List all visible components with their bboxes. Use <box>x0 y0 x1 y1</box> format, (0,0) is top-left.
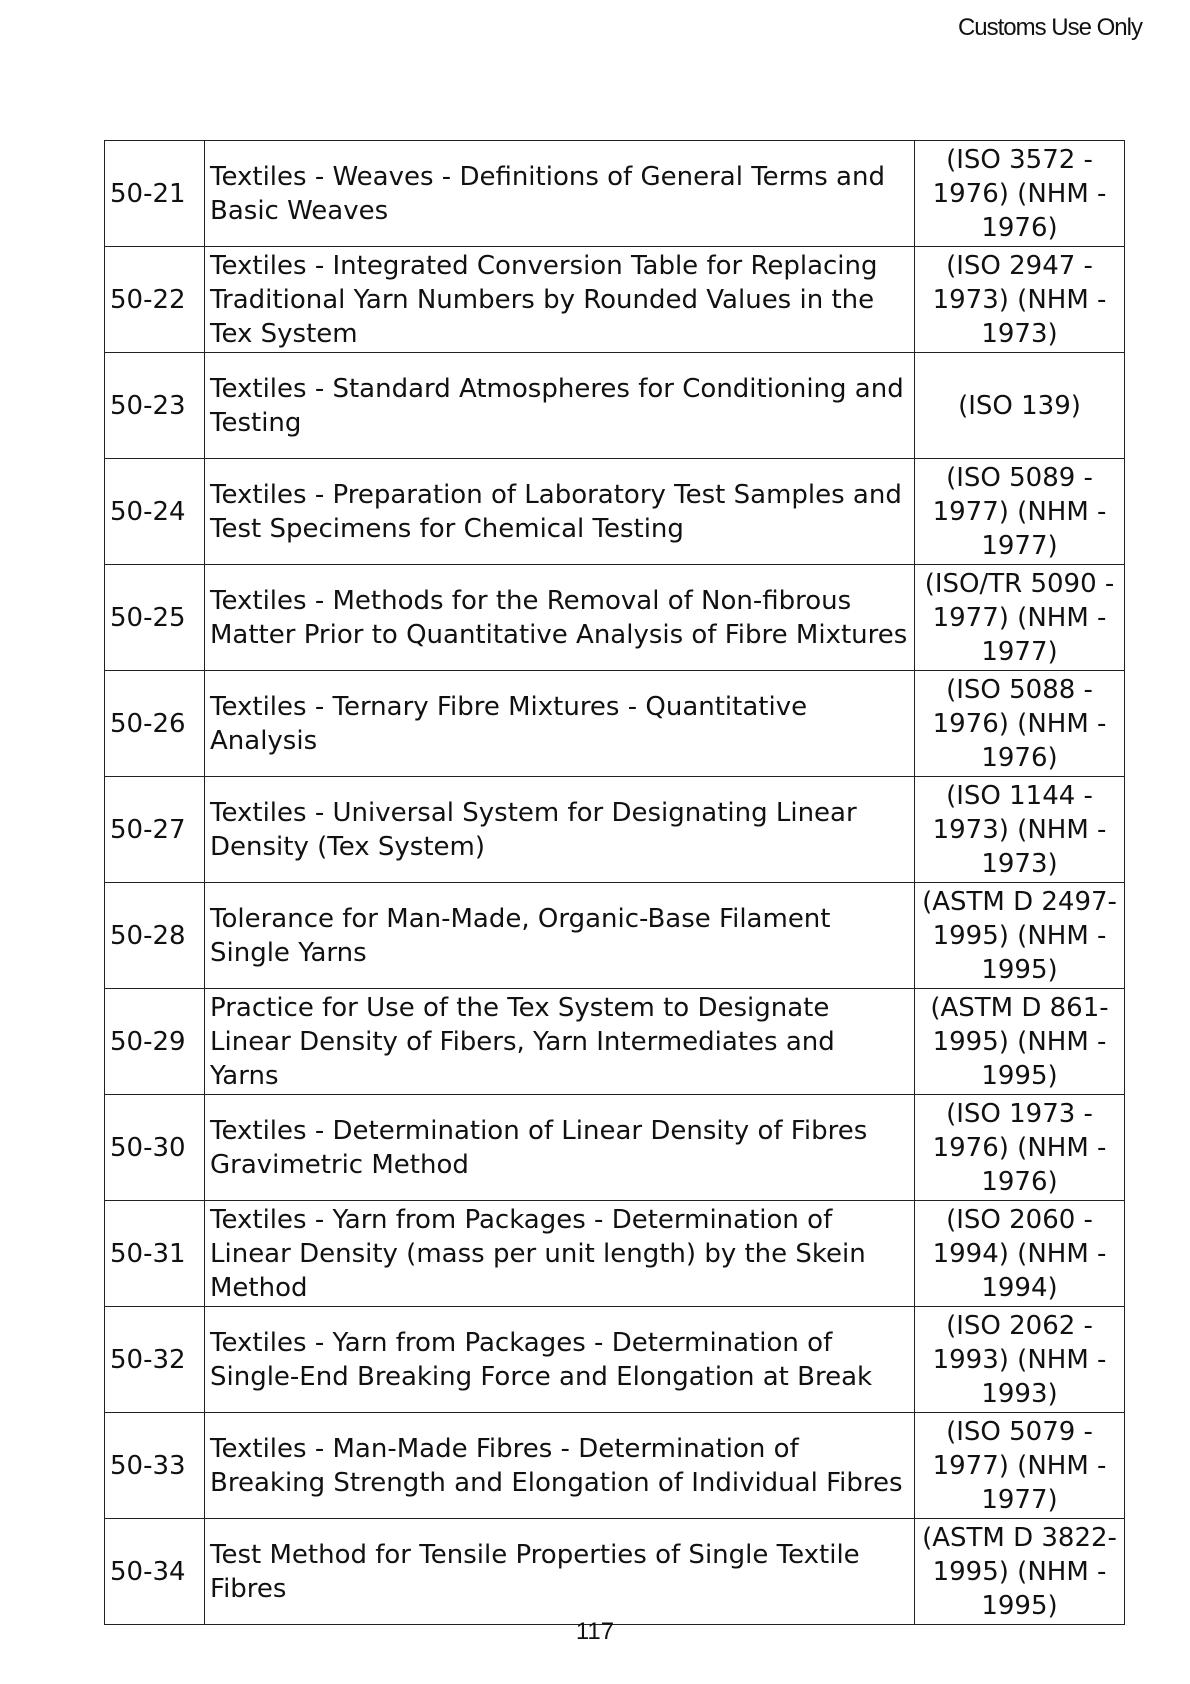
standard-reference: (ISO 2062 - 1993) (NHM - 1993) <box>915 1307 1125 1413</box>
standard-title: Textiles - Man-Made Fibres - Determination of Breaking Strength and Elongation of Individual Fibres <box>205 1413 915 1519</box>
standard-title: Tolerance for Man-Made, Organic-Base Filament Single Yarns <box>205 883 915 989</box>
table-row <box>105 883 1125 989</box>
standard-code: 50-23 <box>105 353 205 459</box>
table-row <box>105 247 1125 353</box>
standard-code: 50-22 <box>105 247 205 353</box>
standard-title: Textiles - Preparation of Laboratory Test Samples and Test Specimens for Chemical Testing <box>205 459 915 565</box>
table-row <box>105 1095 1125 1201</box>
table-row <box>105 1413 1125 1519</box>
table-row <box>105 777 1125 883</box>
table-row <box>105 1201 1125 1307</box>
standard-reference: (ISO 3572 - 1976) (NHM - 1976) <box>915 141 1125 247</box>
table-body <box>105 141 1125 1625</box>
table-row <box>105 141 1125 247</box>
standard-code: 50-29 <box>105 989 205 1095</box>
standard-title: Textiles - Universal System for Designating Linear Density (Tex System) <box>205 777 915 883</box>
table-row <box>105 459 1125 565</box>
standard-code: 50-33 <box>105 1413 205 1519</box>
standard-code: 50-26 <box>105 671 205 777</box>
page-number: 117 <box>575 1618 615 1645</box>
standard-title: Textiles - Weaves - Definitions of General Terms and Basic Weaves <box>205 141 915 247</box>
standard-code: 50-24 <box>105 459 205 565</box>
table-row <box>105 1519 1125 1625</box>
standard-code: 50-27 <box>105 777 205 883</box>
standard-code: 50-31 <box>105 1201 205 1307</box>
standard-title: Textiles - Methods for the Removal of Non-fibrous Matter Prior to Quantitative Analysis of Fibre Mixtures <box>205 565 915 671</box>
standard-reference: (ISO 2060 - 1994) (NHM - 1994) <box>915 1201 1125 1307</box>
table-row <box>105 1307 1125 1413</box>
page-header-label: Customs Use Only <box>957 14 1142 41</box>
standard-code: 50-21 <box>105 141 205 247</box>
standard-title: Test Method for Tensile Properties of Single Textile Fibres <box>205 1519 915 1625</box>
table-row <box>105 989 1125 1095</box>
standard-title: Textiles - Determination of Linear Density of Fibres Gravimetric Method <box>205 1095 915 1201</box>
standard-title: Practice for Use of the Tex System to Designate Linear Density of Fibers, Yarn Intermediates and Yarns <box>205 989 915 1095</box>
standard-code: 50-32 <box>105 1307 205 1413</box>
standard-reference: (ASTM D 861- 1995) (NHM - 1995) <box>915 989 1125 1095</box>
standard-title: Textiles - Integrated Conversion Table for Replacing Traditional Yarn Numbers by Rounded Values in the Tex System <box>205 247 915 353</box>
standard-reference: (ASTM D 2497- 1995) (NHM - 1995) <box>915 883 1125 989</box>
standard-title: Textiles - Yarn from Packages - Determination of Linear Density (mass per unit length) by the Skein Method <box>205 1201 915 1307</box>
standard-reference: (ISO 139) <box>915 353 1125 459</box>
standard-title: Textiles - Ternary Fibre Mixtures - Quantitative Analysis <box>205 671 915 777</box>
standard-code: 50-25 <box>105 565 205 671</box>
standard-reference: (ISO 2947 - 1973) (NHM - 1973) <box>915 247 1125 353</box>
table-row <box>105 353 1125 459</box>
standard-reference: (ISO 5079 - 1977) (NHM - 1977) <box>915 1413 1125 1519</box>
standard-code: 50-28 <box>105 883 205 989</box>
standard-reference: (ASTM D 3822- 1995) (NHM - 1995) <box>915 1519 1125 1625</box>
standard-reference: (ISO 5088 - 1976) (NHM - 1976) <box>915 671 1125 777</box>
standard-reference: (ISO/TR 5090 - 1977) (NHM - 1977) <box>915 565 1125 671</box>
standard-code: 50-34 <box>105 1519 205 1625</box>
standard-title: Textiles - Yarn from Packages - Determination of Single-End Breaking Force and Elongation at Break <box>205 1307 915 1413</box>
standard-reference: (ISO 1973 - 1976) (NHM - 1976) <box>915 1095 1125 1201</box>
standards-table <box>104 140 1125 1625</box>
standard-reference: (ISO 5089 - 1977) (NHM - 1977) <box>915 459 1125 565</box>
standard-code: 50-30 <box>105 1095 205 1201</box>
standard-reference: (ISO 1144 - 1973) (NHM - 1973) <box>915 777 1125 883</box>
table-row <box>105 671 1125 777</box>
standard-title: Textiles - Standard Atmospheres for Conditioning and Testing <box>205 353 915 459</box>
table-row <box>105 565 1125 671</box>
